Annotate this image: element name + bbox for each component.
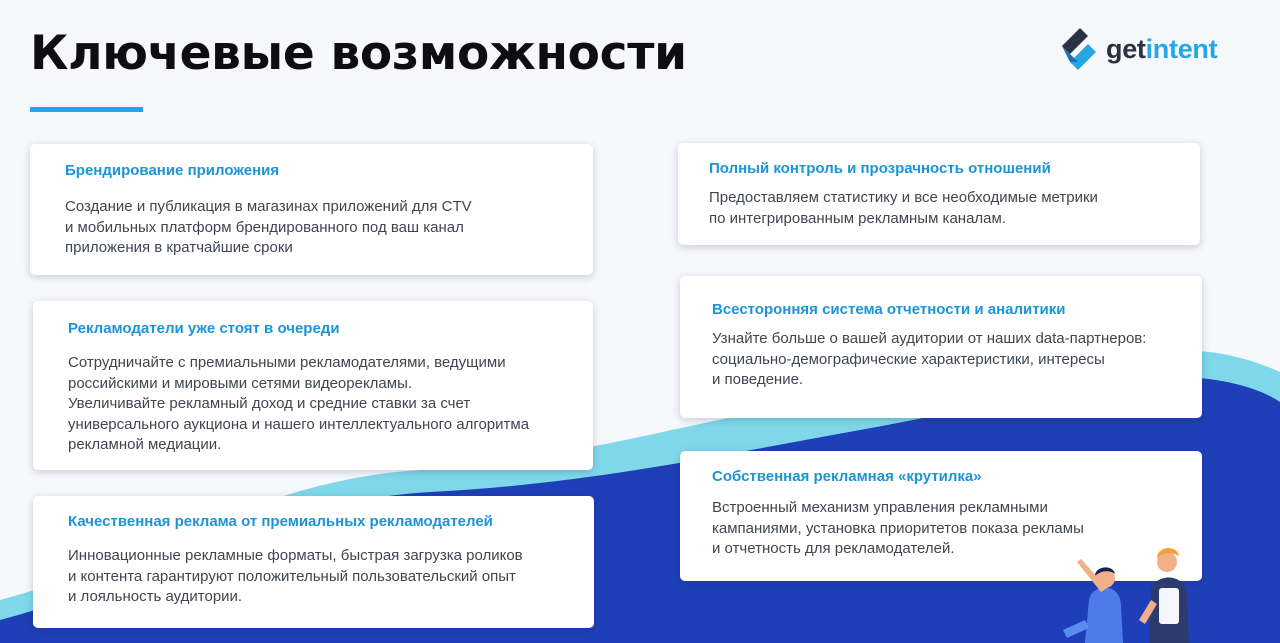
feature-card-app-branding (30, 144, 593, 275)
card-text: Сотрудничайте с премиальными рекламодателями, ведущими российскими и мировыми сетями видеорекламы. Увеличивайте рекламный доход и средние ставки за счет универсального аукциона и нашего интеллектуального алгоритма рекламной медиации. (68, 354, 530, 453)
feature-card-full-control (678, 143, 1200, 245)
feature-card-quality-ads (33, 496, 594, 628)
card-text: Создание и публикация в магазинах приложений для CTV и мобильных платформ брендированного под ваш канал приложения в кратчайшие сроки (65, 198, 472, 256)
card-text: Инновационные рекламные форматы, быстрая загрузка роликов и контента гарантируют положительный пользовательский опыт и лояльность аудитории. (68, 547, 523, 605)
card-heading: Собственная рекламная «крутилка» (712, 468, 982, 485)
card-heading: Полный контроль и прозрачность отношений (709, 160, 1051, 177)
getintent-logo-icon (1058, 26, 1100, 72)
getintent-logo (1058, 26, 1217, 72)
card-heading: Рекламодатели уже стоят в очереди (68, 320, 340, 337)
card-heading: Всесторонняя система отчетности и аналитики (712, 301, 1066, 318)
card-text: Узнайте больше о вашей аудитории от наших data-партнеров: социально-демографические характеристики, интересы и поведение. (712, 330, 1147, 388)
card-heading: Качественная реклама от премиальных рекламодателей (68, 513, 493, 530)
feature-card-reporting-analytics (680, 276, 1202, 418)
card-text: Предоставляем статистику и все необходимые метрики по интегрированным рекламным каналам. (709, 189, 1098, 227)
card-text: Встроенный механизм управления рекламными кампаниями, установка приоритетов показа рекламы и отчетность для рекламодателей. (712, 499, 1084, 557)
people-illustration (1055, 540, 1280, 643)
title-underline (30, 107, 143, 112)
feature-card-advertisers-queue (33, 301, 593, 470)
logo-wordmark: getintent (1106, 33, 1218, 64)
card-heading: Брендирование приложения (65, 162, 280, 179)
page-title: Ключевые возможности (30, 26, 687, 81)
